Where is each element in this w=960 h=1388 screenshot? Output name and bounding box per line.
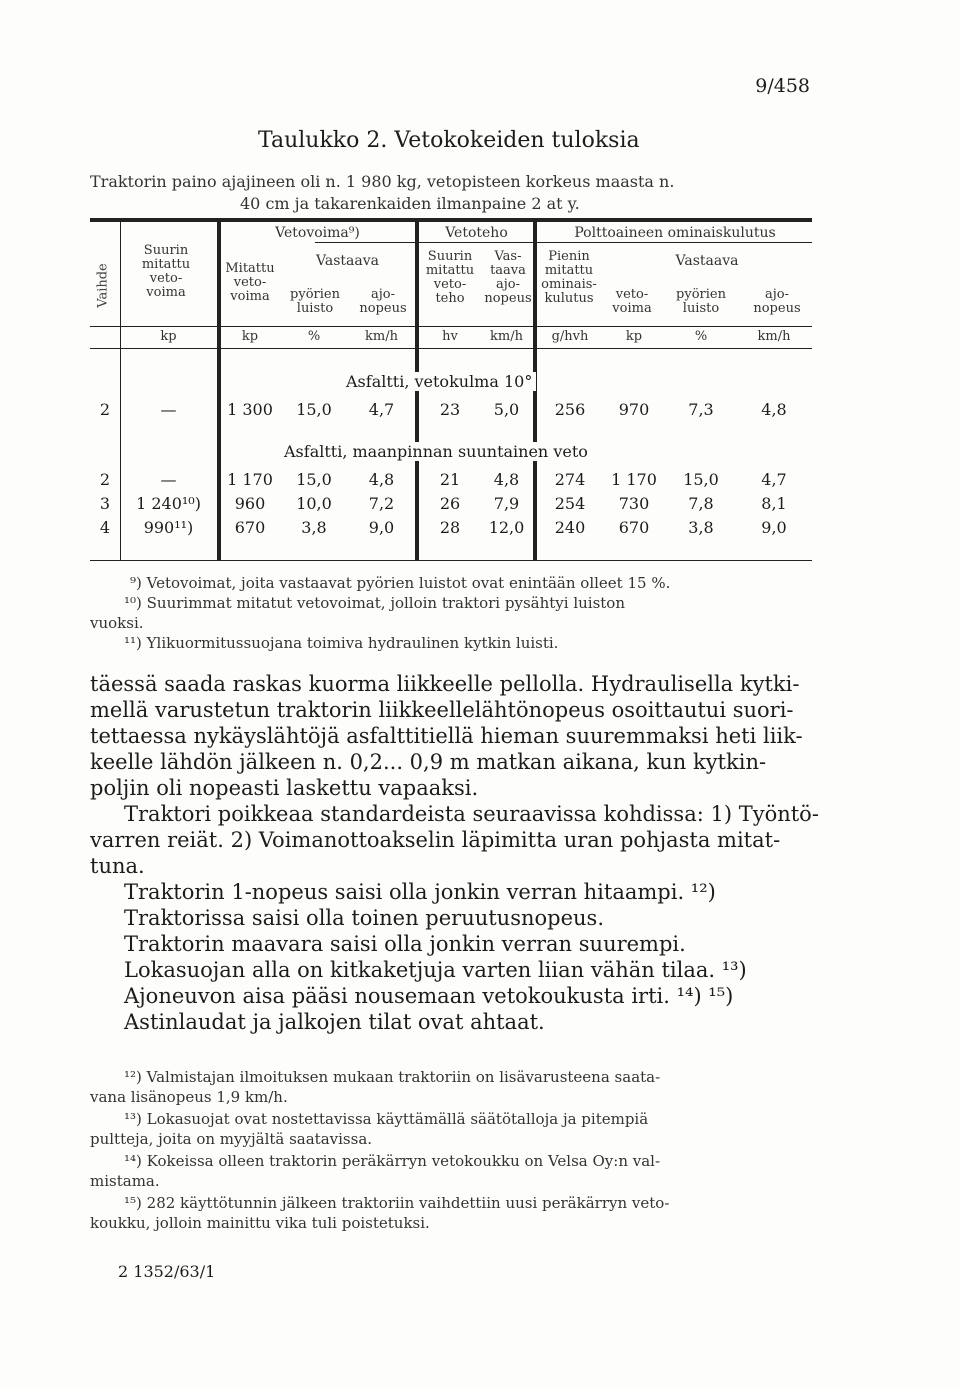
table-top-rule: [90, 218, 812, 222]
body-line: keelle lähdön jälkeen n. 0,2... 0,9 m matkan aikana, kun kytkin-: [90, 750, 767, 774]
cell: 12,0: [488, 518, 525, 537]
cell: 15,0: [296, 400, 332, 419]
cell: 4,8: [493, 470, 520, 489]
cell: 730: [618, 494, 650, 513]
cell: 4: [99, 518, 111, 537]
cell: 960: [234, 494, 266, 513]
cell: 9,0: [761, 518, 787, 537]
header-suurin-vetovoima: Suurin mitattu veto- voima: [141, 243, 191, 300]
footnote: mistama.: [90, 1172, 160, 1190]
cell: 15,0: [296, 470, 332, 489]
cell: 1 300: [227, 400, 273, 419]
cell: 7,3: [688, 400, 714, 419]
cell: 9,0: [368, 518, 395, 537]
cell: —: [160, 400, 177, 419]
unit-cell: km/h: [365, 329, 398, 344]
cell: 990¹¹): [143, 518, 194, 537]
cell: 3,8: [688, 518, 714, 537]
section-title: Asfaltti, maanpinnan suuntainen veto: [280, 442, 592, 461]
unit-cell: hv: [442, 329, 458, 344]
intro-line-1: Traktorin paino ajajineen oli n. 1 980 kg, vetopisteen korkeus maasta n.: [90, 172, 675, 191]
header-ajonopeus2: ajo- nopeus: [753, 287, 801, 316]
footnote: pultteja, joita on myyjältä saatavissa.: [90, 1130, 373, 1148]
page-number: 9/458: [755, 75, 810, 97]
body-line: Lokasuojan alla on kitkaketjuja varten liian vähän tilaa. ¹³): [124, 958, 747, 982]
table-bottom-rule: [90, 560, 812, 561]
group-header-rule: [315, 242, 812, 243]
header-suurin-vetoteho: Suurin mitattu veto- teho: [425, 249, 475, 306]
body-line: Traktorin 1-nopeus saisi olla jonkin verran hitaampi. ¹²): [124, 880, 716, 904]
cell: 3,8: [301, 518, 327, 537]
cell: —: [160, 470, 177, 489]
cell: 274: [554, 470, 586, 489]
cell: 670: [618, 518, 650, 537]
unit-cell: km/h: [757, 329, 791, 344]
results-table: [90, 218, 812, 563]
header-rule: [90, 326, 812, 327]
header-pienin-mitattu: Pienin mitattu ominais- kulutus: [541, 249, 597, 306]
body-line: mellä varustetun traktorin liikkeellelähtönopeus osoittautui suori-: [90, 698, 794, 722]
body-line: Astinlaudat ja jalkojen tilat ovat ahtaat.: [124, 1010, 545, 1034]
footnote: vana lisänopeus 1,9 km/h.: [90, 1088, 288, 1106]
unit-cell: %: [694, 329, 708, 344]
cell: 1 170: [227, 470, 273, 489]
table-footnote: ¹¹) Ylikuormitussuojana toimiva hydraulinen kytkin luisti.: [124, 634, 559, 652]
footnote: ¹³) Lokasuojat ovat nostettavissa käyttämällä säätötalloja ja pitempiä: [124, 1110, 649, 1128]
cell: 4,7: [761, 470, 787, 489]
unit-cell: kp: [160, 329, 177, 344]
cell: 256: [554, 400, 586, 419]
body-line: poljin oli nopeasti laskettu vapaaksi.: [90, 776, 479, 800]
cell: 4,8: [761, 400, 787, 419]
header-mitattu-vetovoima: Mitattu veto- voima: [225, 261, 275, 304]
document-code: 2 1352/63/1: [118, 1262, 216, 1281]
header-vaihde: Vaihde: [95, 263, 111, 308]
cell: 5,0: [493, 400, 520, 419]
body-line: Ajoneuvon aisa pääsi nousemaan vetokoukusta irti. ¹⁴) ¹⁵): [124, 984, 734, 1008]
cell: 1 240¹⁰): [136, 494, 201, 513]
body-line: Traktori poikkeaa standardeista seuraavissa kohdissa: 1) Työntö-: [124, 802, 819, 826]
cell: 28: [439, 518, 461, 537]
cell: 240: [554, 518, 586, 537]
body-line: Traktorin maavara saisi olla jonkin verran suurempi.: [124, 932, 686, 956]
footnote: ¹²) Valmistajan ilmoituksen mukaan traktoriin on lisävarusteena saata-: [124, 1068, 661, 1086]
body-line: Traktorissa saisi olla toinen peruutusnopeus.: [124, 906, 604, 930]
header-polttoaine-group: Polttoaineen ominaiskulutus: [574, 225, 776, 241]
footnote: ¹⁴) Kokeissa olleen traktorin peräkärryn vetokoukku on Velsa Oy:n val-: [124, 1152, 661, 1170]
cell: 2: [99, 470, 111, 489]
cell: 1 170: [611, 470, 657, 489]
cell: 2: [99, 400, 111, 419]
header-vastaava-ajonopeus: Vas- taava ajo- nopeus: [484, 249, 532, 306]
table-footnote: vuoksi.: [90, 614, 144, 632]
header-pyorien-luisto2: pyörien luisto: [676, 287, 726, 316]
intro-line-2: 40 cm ja takarenkaiden ilmanpaine 2 at y.: [240, 194, 580, 213]
unit-cell: kp: [241, 329, 259, 344]
unit-cell: kp: [625, 329, 643, 344]
header-vetovoima-group: Vetovoima⁹): [275, 225, 360, 241]
cell: 3: [99, 494, 111, 513]
unit-cell: g/hvh: [551, 329, 589, 344]
footnote: ¹⁵) 282 käyttötunnin jälkeen traktoriin vaihdettiin uusi peräkärryn veto-: [124, 1194, 670, 1212]
header-vastaava2: Vastaava: [675, 253, 739, 269]
cell: 8,1: [761, 494, 787, 513]
footnote: koukku, jolloin mainittu vika tuli poistetuksi.: [90, 1214, 430, 1232]
header-pyorien-luisto: pyörien luisto: [290, 287, 340, 316]
table-title: Taulukko 2. Vetokokeiden tuloksia: [258, 128, 640, 153]
unit-cell: %: [307, 329, 321, 344]
body-line: varren reiät. 2) Voimanottoakselin läpimitta uran pohjasta mitat-: [90, 828, 781, 852]
body-line: tettaessa nykäyslähtöjä asfalttitiellä hieman suuremmaksi heti liik-: [90, 724, 803, 748]
header-vetoteho-group: Vetoteho: [445, 225, 508, 241]
cell: 7,9: [493, 494, 520, 513]
cell: 4,8: [368, 470, 395, 489]
body-line: täessä saada raskas kuorma liikkeelle pellolla. Hydraulisella kytki-: [90, 672, 800, 696]
cell: 7,8: [688, 494, 714, 513]
section-title: Asfaltti, vetokulma 10°: [342, 372, 536, 391]
cell: 15,0: [683, 470, 719, 489]
cell: 4,7: [368, 400, 395, 419]
cell: 23: [439, 400, 461, 419]
unit-cell: km/h: [490, 329, 523, 344]
cell: 670: [234, 518, 266, 537]
units-rule: [90, 348, 812, 349]
body-line: tuna.: [90, 854, 145, 878]
table-footnote: ¹⁰) Suurimmat mitatut vetovoimat, jolloin traktori pysähtyi luiston: [124, 594, 625, 612]
cell: 254: [554, 494, 586, 513]
header-vastaava: Vastaava: [316, 253, 379, 269]
cell: 21: [439, 470, 461, 489]
header-ajonopeus: ajo- nopeus: [359, 287, 407, 316]
cell: 26: [439, 494, 461, 513]
table-footnote: ⁹) Vetovoimat, joita vastaavat pyörien luistot ovat enintään olleet 15 %.: [130, 574, 671, 592]
cell: 10,0: [296, 494, 332, 513]
cell: 970: [618, 400, 650, 419]
cell: 7,2: [368, 494, 395, 513]
header-vetovoima: veto- voima: [612, 287, 652, 316]
